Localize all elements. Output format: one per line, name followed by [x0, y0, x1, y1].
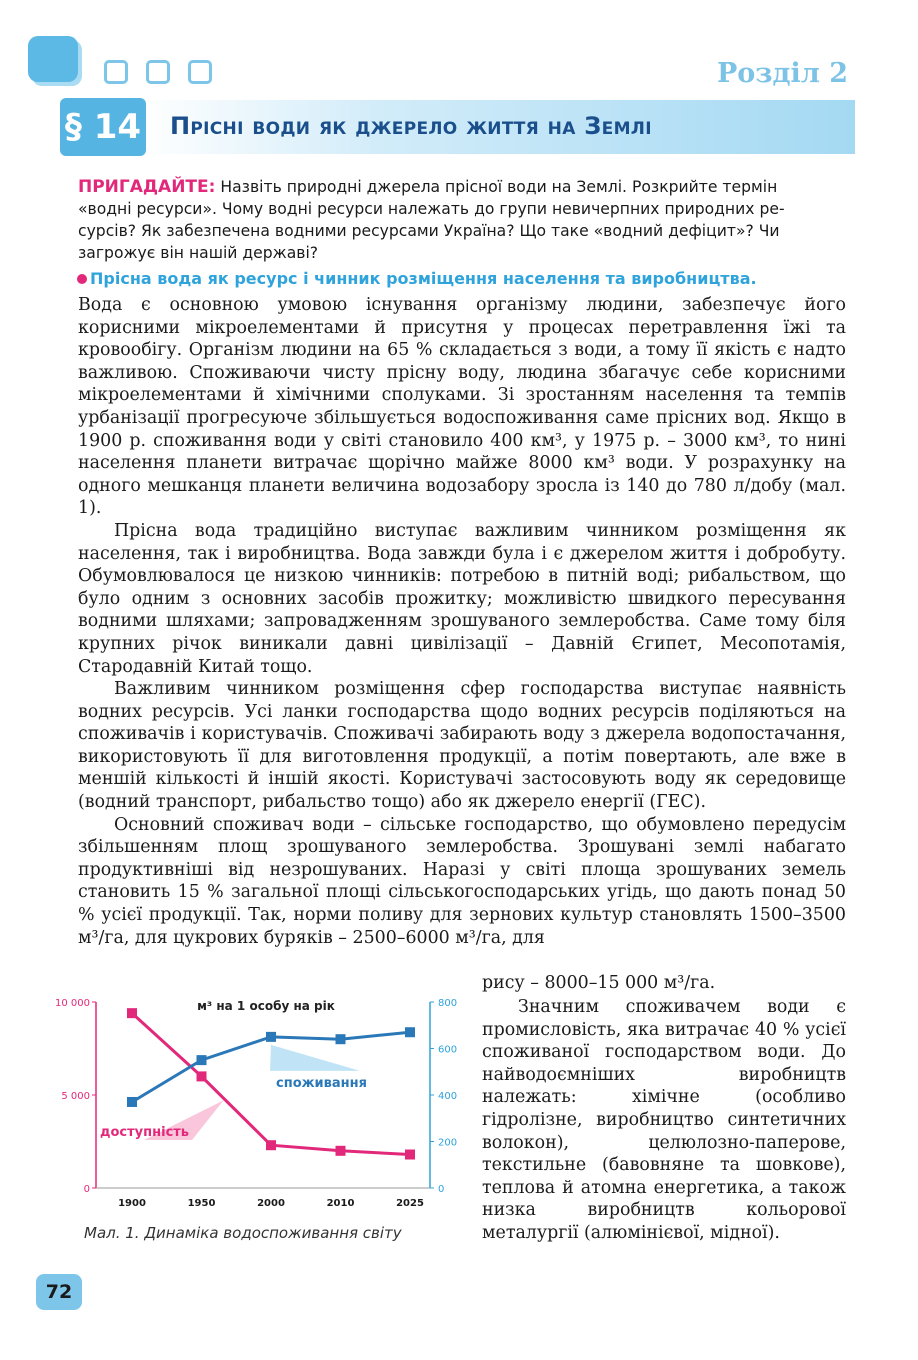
x-tick-label: 2010	[326, 1198, 355, 1209]
right-tick-label: 600	[438, 1044, 458, 1056]
paragraph: Значним споживачем води є промисловість, яка витрачає 40 % усієї споживаної господарством води. До найводоємніших виробництв належать: хімічне (особливо гідролізне, виробництво синтетичних волокон), целюлозно-паперове, текстильне (бавовняне та шовкове), теплова й атомна енергетика, а також низка виробництв кольорової металургії (алюмінієвої, мідної).	[482, 997, 846, 1243]
x-tick-label: 1950	[187, 1198, 216, 1209]
recall-block	[78, 176, 848, 264]
section-label: Розділ 2	[716, 58, 848, 89]
right-tick-label: 0	[438, 1184, 445, 1195]
series-label-consumption: споживання	[276, 1075, 367, 1091]
paragraph: Основний споживач води – сільське господарство, що обумовлено передусім збільшенням площ зрошуваного землеробства. Зрошувані землі набагато продуктивніші від незрошуваних. Наразі у світі площа зрошуваних земель становить 15 % загальної площі сільськогосподарських угідь, що дають понад 50 % усієї продукції. Так, норми поливу для зернових культур становлять 1500–3500 м³/га, для цукрових буряків – 2500–6000 м³/га, для	[78, 814, 846, 948]
decor-square-large	[28, 36, 78, 82]
data-point	[197, 1071, 207, 1081]
data-point	[405, 1150, 415, 1160]
water-consumption-chart	[40, 994, 476, 1214]
data-point	[127, 1008, 137, 1018]
recall-text: загрожує він нашій державі?	[78, 244, 319, 262]
decor-square	[188, 60, 212, 84]
figure-caption: Мал. 1. Динаміка водоспоживання світу	[84, 1224, 402, 1242]
bullet-dot	[77, 274, 87, 284]
x-tick-label: 1900	[118, 1198, 146, 1209]
recall-text: сурсів? Як забезпечена водними ресурсами Україна? Що таке «водний дефіцит»? Чи	[78, 222, 780, 240]
series-label-availability: доступність	[100, 1125, 190, 1140]
data-point	[336, 1146, 346, 1156]
recall-text: Назвіть природні джерела прісної води на Землі. Розкрийте термін	[215, 178, 778, 196]
main-text	[78, 294, 846, 949]
x-tick-label: 2025	[396, 1198, 424, 1209]
data-point	[197, 1055, 207, 1065]
decor-square	[104, 60, 128, 84]
callout-pointer	[270, 1045, 360, 1071]
paragraph: Прісна вода традиційно виступає важливим чинником розміщення як населення, так і виробництва. Вода завжди була і є джерелом життя і добробуту. Обумовлювалося це низкою чинників: потребою в питній воді; рибальством, що було одним з основних засобів прожитку; можливістю швидкого пересування водними шляхами; запровадженням зрошуваного землеробства. Саме тому біля крупних річок виникали давні цивілізації – Давній Єгипет, Месопотамія, Стародавній Китай тощо.	[78, 520, 846, 677]
subheading: Прісна вода як ресурс і чинник розміщення населення та виробництва.	[90, 269, 757, 288]
right-tick-label: 200	[438, 1137, 458, 1149]
left-tick-label: 0	[83, 1184, 90, 1195]
paragraph: Важливим чинником розміщення сфер господарства виступає наявність водних ресурсів. Усі ланки господарства щодо водних ресурсів поділяються на споживачів і користувачів. Споживачі забирають воду з джерела водопостачання, використовують її для виготовлення продукції, а потім повертають, але вже в меншій кількості й іншій якості. Користувачі застосовують воду як середовище (водний транспорт, рибальство тощо) або як джерело енергії (ГЕС).	[78, 679, 846, 813]
data-point	[266, 1140, 276, 1150]
data-point	[127, 1097, 137, 1107]
paragraph-end: рису – 8000–15 000 м³/га.	[482, 973, 716, 993]
data-point	[336, 1034, 346, 1044]
page-title: Прісні води як джерело життя на Землі	[170, 112, 652, 140]
decor-square	[146, 60, 170, 84]
left-tick-label: 5 000	[61, 1091, 90, 1102]
paragraph-number: § 14	[60, 98, 146, 156]
page-number: 72	[36, 1274, 82, 1310]
recall-label: ПРИГАДАЙТЕ:	[78, 177, 216, 197]
chart-title: м³ на 1 особу на рік	[197, 999, 335, 1013]
right-tick-label: 400	[438, 1091, 458, 1102]
x-tick-label: 2000	[257, 1198, 285, 1209]
paragraph: Вода є основною умовою існування організму людини, забезпечує його корисними мікроелементами й присутня у процесах перетравлення їжі та кровообігу. Організм людини на 65 % складається з води, а тому її якість є надто важливою. Споживаючи чисту прісну воду, людина збагачує себе корисними мікроелементами й хімічними сполуками. Зі зростанням населення та темпів урбанізації прогресуюче збільшується водоспоживання саме прісних вод. Якщо в 1900 р. споживання води у світі становило 400 км³, у 1975 р. – 3000 км³, то нині населення планети витрачає щорічно майже 8000 км³ води. У розрахунку на одного мешканця планети величина водозабору зросла із 140 до 780 л/добу (мал. 1).	[78, 295, 846, 519]
left-tick-label: 10 000	[55, 998, 90, 1009]
data-point	[405, 1027, 415, 1037]
recall-text: «водні ресурси». Чому водні ресурси належать до групи невичерпних природних ре-	[78, 200, 785, 218]
right-tick-label: 800	[438, 998, 458, 1009]
data-point	[266, 1032, 276, 1042]
